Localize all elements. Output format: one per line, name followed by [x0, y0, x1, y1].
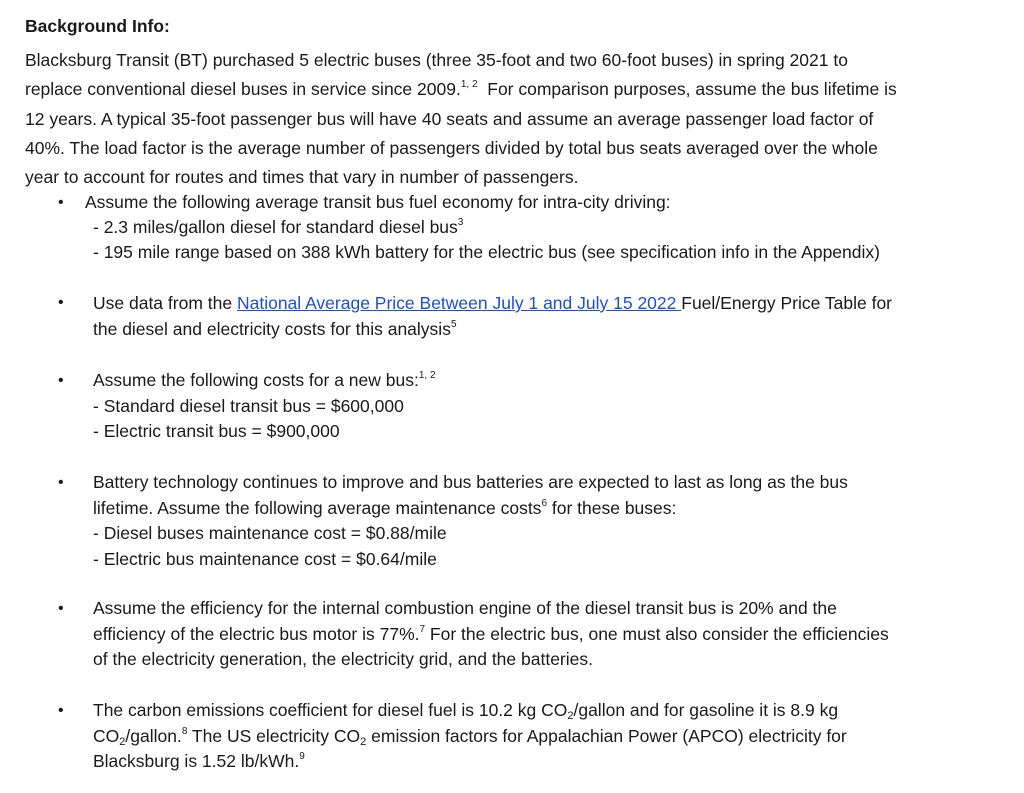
bullet-price-data: Use data from the National Average Price Between July 1 and July 15 2022 Fuel/Energy Price Table for the diesel and electricity costs for this analysis$^5$: [93, 293, 893, 339]
bullet-maintenance: Battery technology continues to improve and bus batteries are expected to last as long as the bus lifetime. Assume the following average maintenance costs$^6$ for these buses: - Diesel buses maintenance cost = $0.88/mile - Electric bus maintenance cost = $0.64/mile: [93, 472, 848, 569]
footnote-ref: 6: [541, 497, 547, 509]
bullet-icon: •: [58, 702, 64, 719]
bullet-icon: •: [58, 294, 64, 311]
intro-line-2: replace conventional diesel buses in service since 2009.$^{1, 2}$ For comparison purposes, assume the bus lifetime is: [25, 79, 897, 100]
footnote-ref: 8: [181, 725, 188, 737]
intro-paragraph: [25, 46, 1005, 192]
bullet-fuel-economy: Assume the following average transit bus fuel economy for intra-city driving: - 2.3 miles/gallon diesel for standard diesel bus$^3$ - 195 mile range based on 388 kWh battery for the electric bus (see specification info in the Appendix): [85, 192, 880, 262]
intro-line-4: 40%. The load factor is the average number of passengers divided by total bus seats averaged over the whole: [25, 137, 878, 158]
intro-line-1: Blacksburg Transit (BT) purchased 5 electric buses (three 35-foot and two 60-foot buses) in spring 2021 to: [25, 50, 848, 70]
intro-line-5: year to account for routes and times that vary in number of passengers.: [25, 167, 579, 188]
bullet-icon: •: [58, 194, 64, 211]
footnote-ref: 1, 2: [460, 79, 478, 91]
section-heading: Background Info:: [25, 16, 170, 36]
bullet-icon: •: [58, 372, 64, 389]
price-table-link[interactable]: National Average Price Between July 1 and July 15 2022: [236, 293, 682, 313]
footnote-ref: 9: [299, 751, 305, 762]
intro-line-3: 12 years. A typical 35-foot passenger bus will have 40 seats and assume an average passenger load factor of: [25, 108, 874, 129]
bullet-bus-costs: Assume the following costs for a new bus:$^{1, 2}$ - Standard diesel transit bus = $600,000 - Electric transit bus = $900,000: [93, 370, 436, 441]
footnote-ref: 3: [457, 217, 464, 228]
footnote-ref: 7: [419, 623, 426, 635]
footnote-ref: 1, 2: [418, 370, 436, 381]
bullet-icon: •: [58, 600, 64, 617]
footnote-ref: 5: [450, 318, 457, 330]
bullet-emissions: The carbon emissions coefficient for diesel fuel is 10.2 kg $CO_2$/gallon and for gasoline it is 8.9 kg $CO_2/gallon.^8$ The US electricity $CO_2$ emission factors for Appalachian Power (APCO) electricity for Blacksburg is 1.52 lb/kWh.$^9$: [93, 700, 847, 771]
bullet-icon: •: [58, 474, 64, 491]
bullet-efficiency: Assume the efficiency for the internal combustion engine of the diesel transit bus is 20% and the efficiency of the electric bus motor is 77%.$^7$ For the electric bus, one must also consider the efficiencies of the electricity generation, the electricity grid, and the batteries.: [93, 598, 889, 669]
